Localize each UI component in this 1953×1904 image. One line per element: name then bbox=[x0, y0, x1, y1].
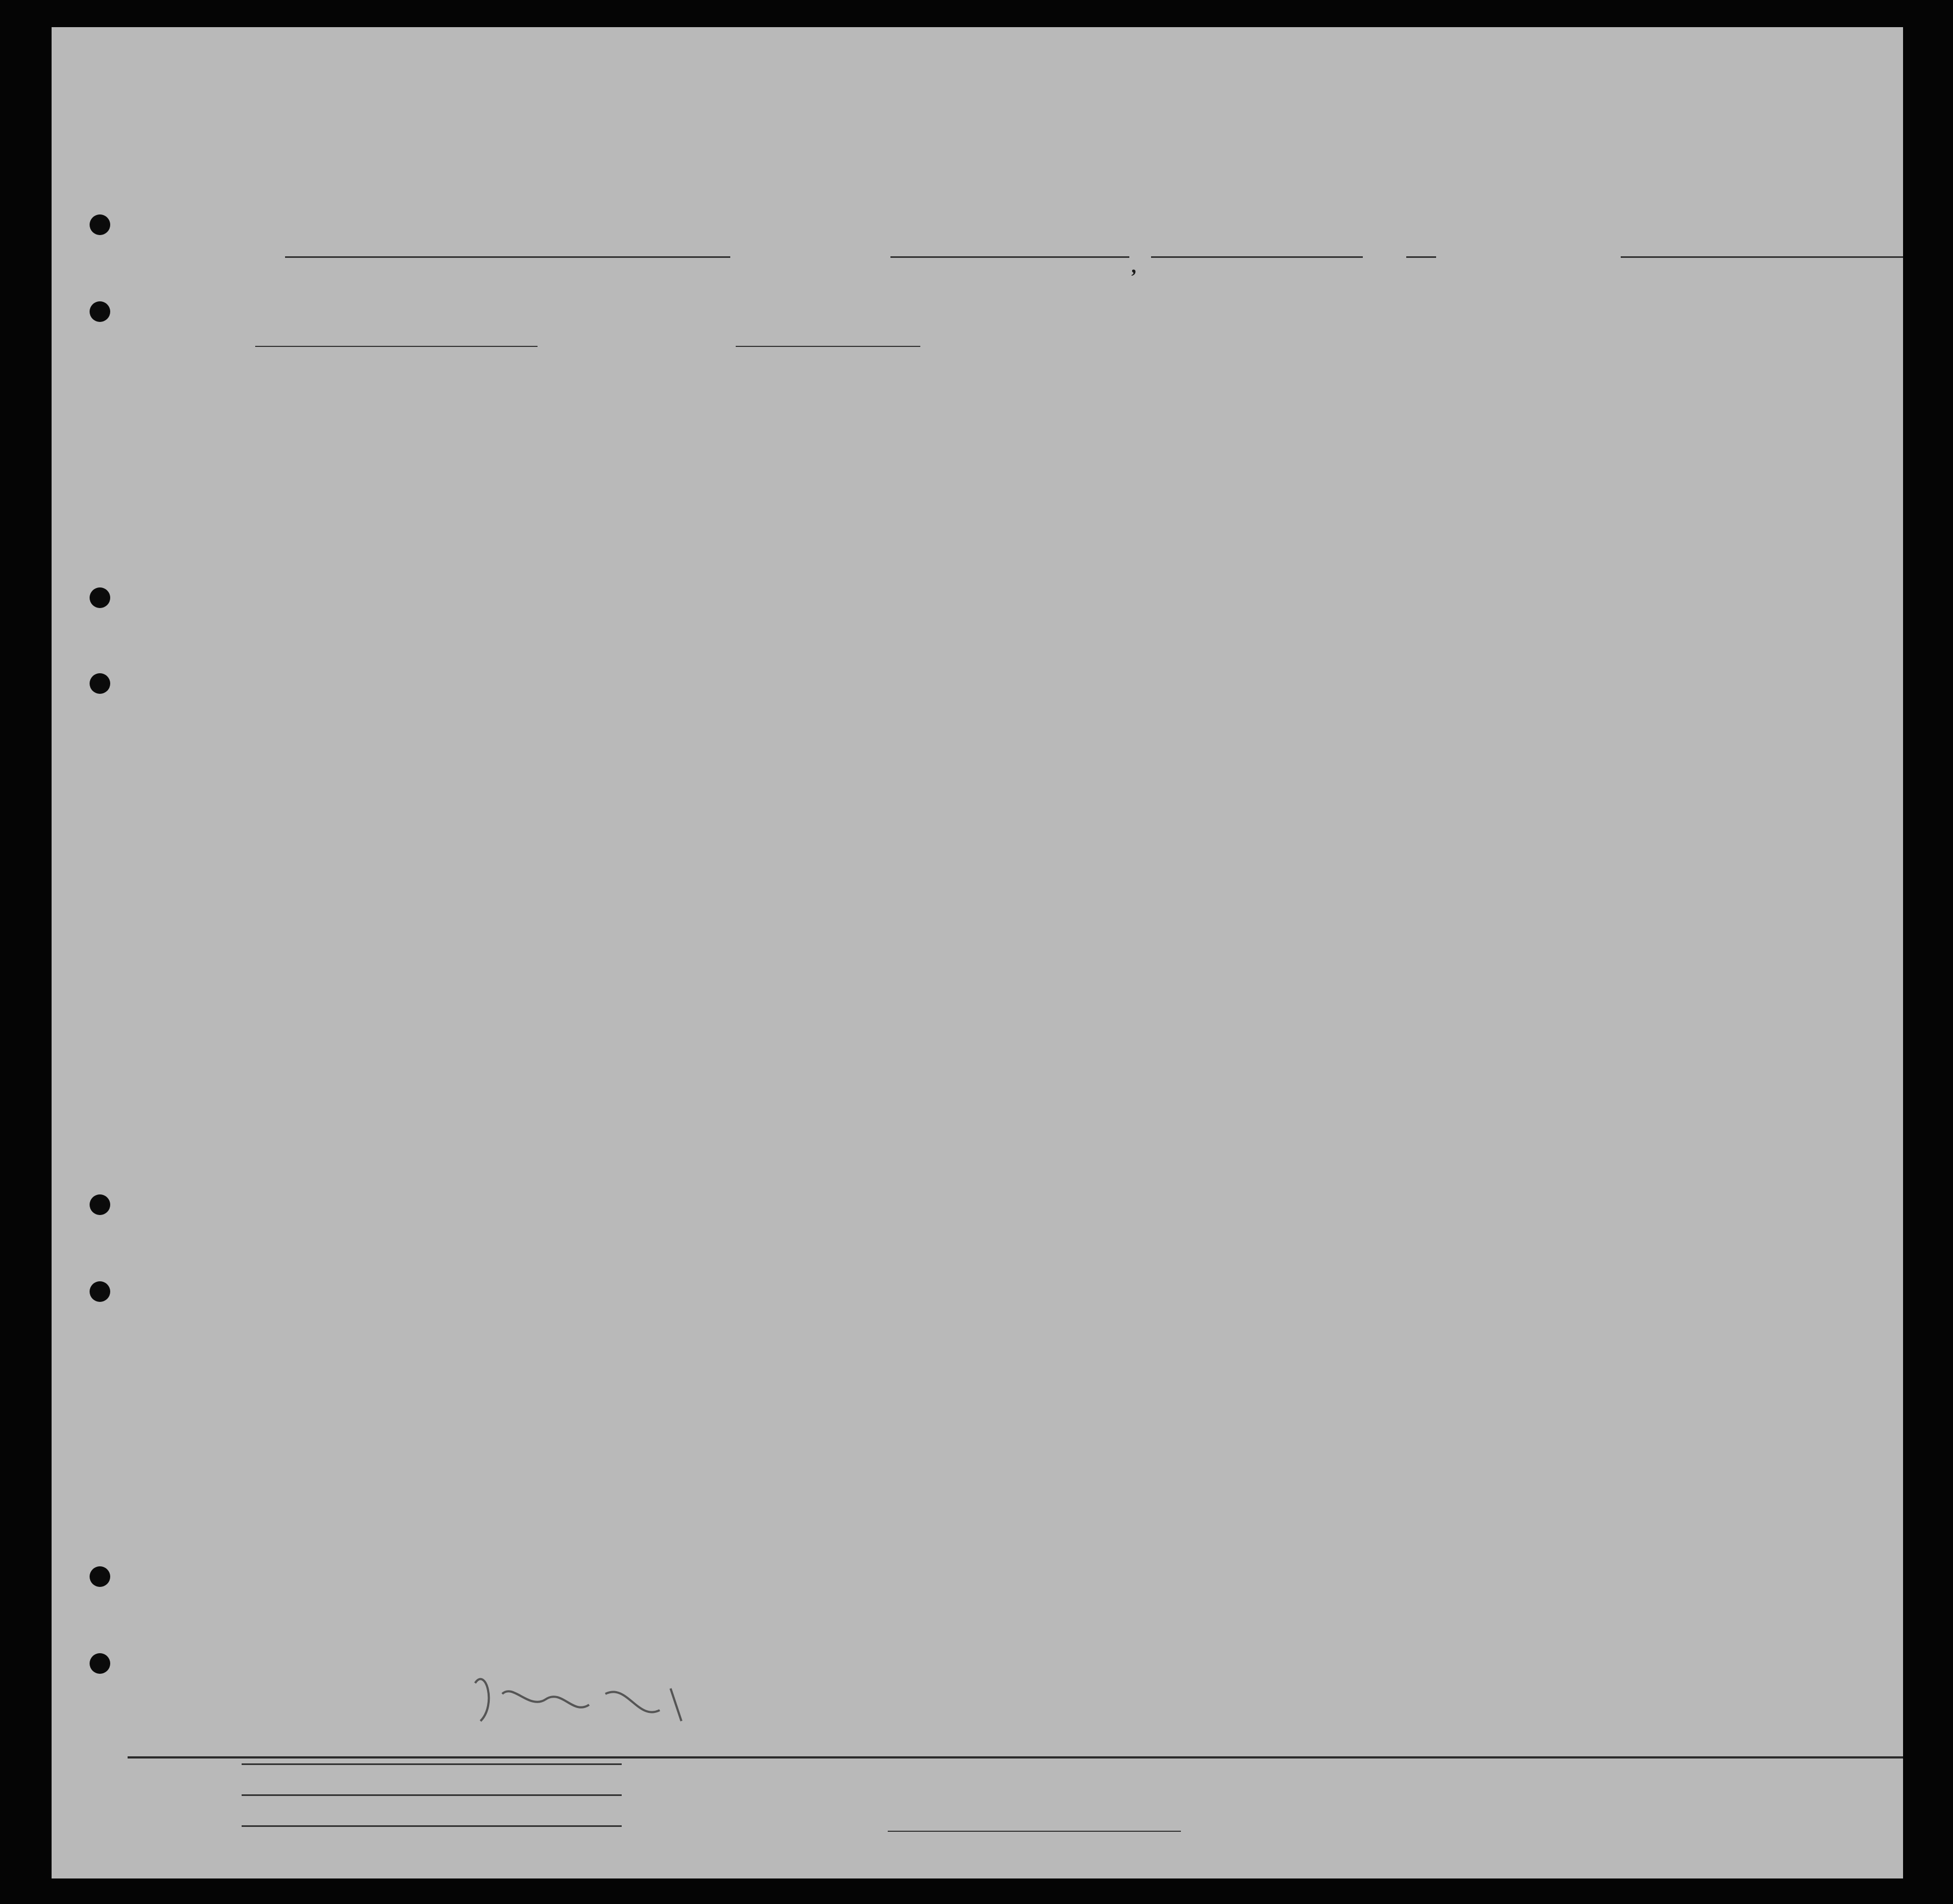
departure-port bbox=[1621, 256, 1903, 258]
owners-value bbox=[242, 1794, 622, 1796]
arrival-year bbox=[1406, 256, 1436, 258]
punch-hole bbox=[90, 1653, 110, 1674]
line-value bbox=[242, 1763, 622, 1765]
punch-hole bbox=[90, 1566, 110, 1587]
punch-hole bbox=[90, 301, 110, 322]
vessel-line: , bbox=[209, 254, 1838, 281]
local-agents-value bbox=[242, 1825, 622, 1827]
punch-hole bbox=[90, 1194, 110, 1215]
crew-table bbox=[130, 286, 1895, 1752]
arrival-date bbox=[1151, 256, 1363, 258]
punch-hole bbox=[90, 587, 110, 608]
handwritten-signature bbox=[464, 1661, 725, 1748]
vessel-name bbox=[285, 256, 730, 258]
manifest-sheet bbox=[52, 27, 1903, 1878]
arrival-port bbox=[890, 256, 1129, 258]
punch-hole bbox=[90, 214, 110, 235]
punch-hole bbox=[90, 673, 110, 694]
punch-hole bbox=[90, 1281, 110, 1302]
